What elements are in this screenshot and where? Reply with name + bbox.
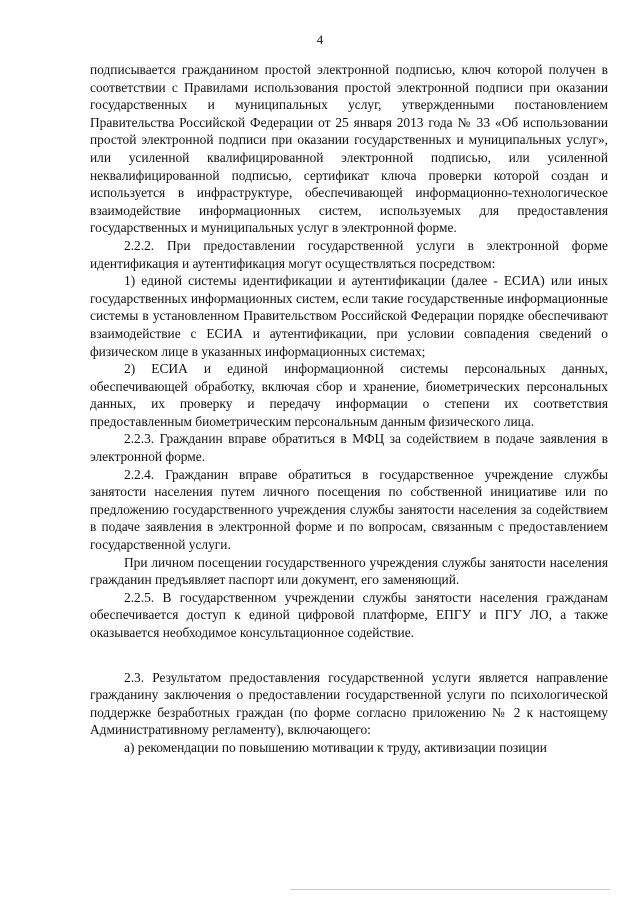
document-body <box>90 61 608 757</box>
paragraph-item-1-esia: 1) единой системы идентификации и аутентификации (далее - ЕСИА) или иных государственных информационных систем, если такие государственные информационные системы в установленном Правительством Российской Федерации порядке обеспечивают взаимодействие с ЕСИА и аутентификации, при условии совпадения сведений о физическом лице в указанных информационных системах; <box>90 273 608 359</box>
paragraph-item-a: а) рекомендации по повышению мотивации к труду, активизации позиции <box>124 739 547 755</box>
page-number: 4 <box>316 32 324 47</box>
footer-divider <box>290 889 610 890</box>
paragraph-item-2-biometric: 2) ЕСИА и единой информационной системы персональных данных, обеспечивающей обработку, включая сбор и хранение, биометрических персональных данных, их проверку и передачу информации о степени их соответствия предоставленным биометрическим персональным данным физического лица. <box>90 361 608 429</box>
paragraph-2-2-5: 2.2.5. В государственном учреждении службы занятости населения гражданам обеспечивается доступ к единой цифровой платформе, ЕПГУ и ПГУ ЛО, а также оказывается необходимое консультационное содействие. <box>90 589 608 640</box>
paragraph-2-2-2: 2.2.2. При предоставлении государственной услуги в электронной форме идентификация и аутентификация могут осуществляться посредством: <box>90 237 608 271</box>
paragraph-2-2-3: 2.2.3. Гражданин вправе обратиться в МФЦ за содействием в подаче заявления в электронной форме. <box>90 431 608 465</box>
paragraph-personal-visit: При личном посещении государственного учреждения службы занятости населения гражданин предъявляет паспорт или документ, его заменяющий. <box>90 554 608 588</box>
paragraph-2-2-4: 2.2.4. Гражданин вправе обратиться в государственное учреждение службы занятости населения путем личного посещения по собственной инициативе или по предложению государственного учреждения службы занятости населения за содействием в подаче заявления в электронной форме и по вопросам, связанным с предоставлением государственной услуги. <box>90 466 608 553</box>
paragraph-2-3: 2.3. Результатом предоставления государственной услуги является направление гражданину заключения о предоставлении государственной услуги по психологической поддержке безработных граждан (по форме согласно приложению № 2 к настоящему Административному регламенту), включающего: <box>90 669 608 738</box>
paragraph-signature-continuation: подписывается гражданином простой электронной подписью, ключ которой получен в соответствии с Правилами использования простой электронной подписи при оказании государственных и муниципальных услуг, утвержденными постановлением Правительства Российской Федерации от 25 января 2013 года № 33 «Об использовании простой электронной подписи при оказании государственных и муниципальных услуг», или усиленной квалифицированной электронной подписью, или усиленной неквалифицированной подписью, сертификат ключа проверки которой создан и используется в инфраструктуре, обеспечивающей информационно-технологическое взаимодействие информационных систем, используемых для предоставления государственных и муниципальных услуг в электронной форме. <box>90 62 608 236</box>
